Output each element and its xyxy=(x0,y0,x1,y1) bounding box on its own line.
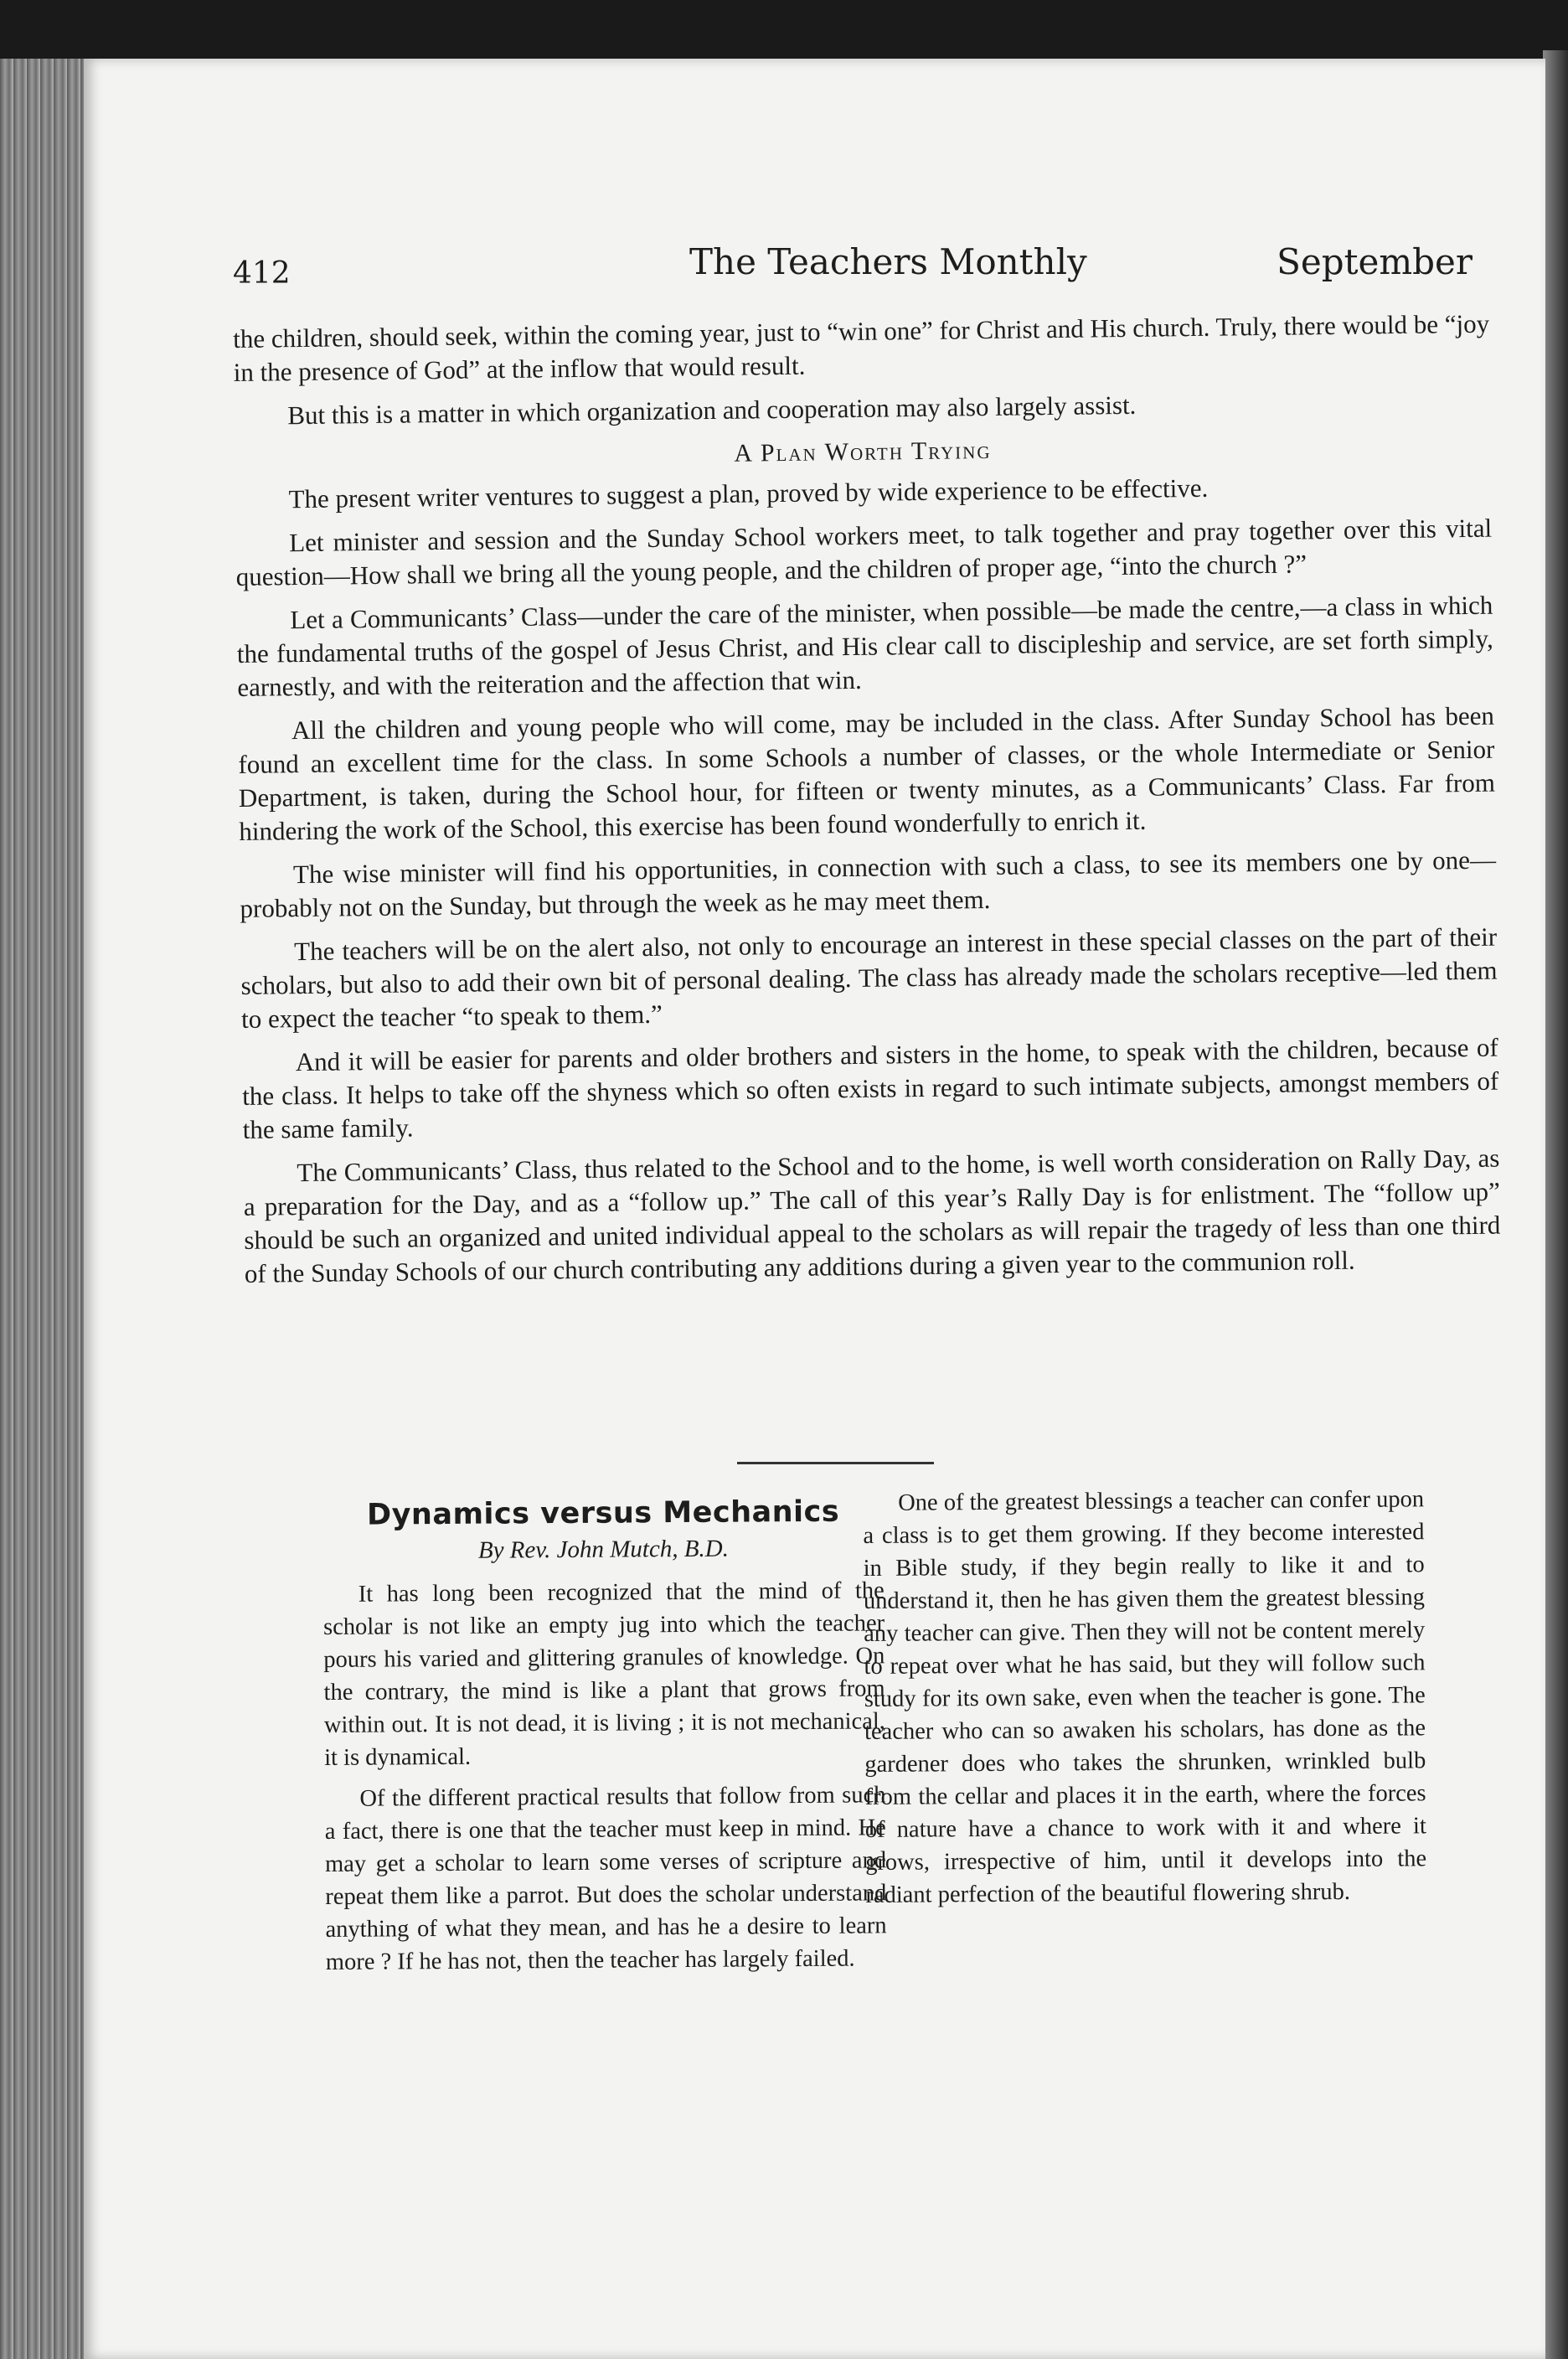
paragraph: It has long been recognized that the mind of the scholar is not like an empty jug into which the teacher pours his varied and glittering granules of knowledge. On the contrary, the mind is like a plant that grows from within out. It is not dead, it is living ; it is not mechanical, it is dynamical. xyxy=(322,1577,885,1771)
article-byline: By Rev. John Mutch, B.D. xyxy=(477,1535,730,1564)
section-divider xyxy=(737,1462,934,1464)
paragraph: The present writer ventures to suggest a plan, proved by wide experience to be effective. xyxy=(288,472,1209,514)
journal-title: The Teachers Monthly xyxy=(689,241,1087,282)
issue-month: September xyxy=(1277,241,1473,282)
page-number: 412 xyxy=(233,256,291,291)
paragraph: One of the greatest blessings a teacher can confer upon a class is to get them growing. If they become interested in Bible study, if they begin really to like it and to understand it, then he has given them the greatest blessing any teacher can give. Then they will not be content merely to repeat over what he has said, but they will follow such study for its own sake, even when the teacher is gone. The teacher who can so awaken his scholars, has done as the gardener does who takes the shrunken, wrinkled bulb from the cellar and places it in the earth, where the forces of nature have a chance to work with it and where it grows, irrespective of him, until it develops into the radiant perfection of the beautiful flowering shrub. xyxy=(863,1486,1427,1908)
book-page-edge-right xyxy=(1543,50,1568,2359)
section-heading: A Plan Worth Trying xyxy=(734,436,992,467)
article-column-right xyxy=(863,1483,1427,1920)
main-article-body xyxy=(233,307,1501,1301)
paragraph: Let a Communicants’ Class—under the care of the minister, when possible—be made the centre,—a class in which the fundamental truths of the gospel of Jesus Christ, and His clear call to discipleship and service, are set forth simply, earnestly, and with the reiteration and the affection that win. xyxy=(236,590,1493,702)
paragraph: The teachers will be on the alert also, not only to encourage an interest in these special classes on the part of their scholars, but also to add their own bit of personal dealing. The class has already made the scholars receptive—led them to expect the teacher “to speak to them.” xyxy=(240,921,1498,1034)
paragraph: The wise minister will find his opportunities, in connection with such a class, to see its members one by one—probably not on the Sunday, but through the week as he may meet them. xyxy=(240,844,1497,923)
paragraph: But this is a matter in which organization and cooperation may also largely assist. xyxy=(287,390,1137,431)
paragraph: And it will be easier for parents and older brothers and sisters in the home, to speak with the children, because of the class. It helps to take off the shyness which so often exists in regard to such intimate subjects, amongst members of the same family. xyxy=(242,1032,1499,1144)
page-header xyxy=(233,241,1473,308)
book-page-edges-left xyxy=(0,59,92,2359)
paragraph: Let minister and session and the Sunday School workers meet, to talk together and pray together over this vital question—How shall we bring all the young people, and the children of proper age, “into the church ?” xyxy=(235,513,1493,591)
paragraph: the children, should seek, within the coming year, just to “win one” for Christ and His church. Truly, there would be “joy in the presence of God” at the inflow that would result. xyxy=(233,308,1490,387)
article-title: Dynamics versus Mechanics xyxy=(366,1494,840,1532)
paragraph: Of the different practical results that follow from such a fact, there is one that the teacher must keep in mind. He may get a scholar to learn some verses of scripture and repeat them like a parrot. But does the scholar understand anything of what they mean, and has he a desire to learn more ? If he has not, then the teacher has largely failed. xyxy=(324,1782,887,1975)
paragraph: The Communicants’ Class, thus related to the School and to the home, is well worth consideration on Rally Day, as a preparation for the Day, and as a “follow up.” The call of this year’s Rally Day is for enlistment. The “follow up” should be such an organized and united individual appeal to the scholars as will repair the tragedy of less than one third of the Sunday Schools of our church contributing any additions during a given year to the communion roll. xyxy=(243,1143,1501,1288)
paragraph: All the children and young people who will come, may be included in the class. After Sunday School has been found an excellent time for the class. In some Schools a number of classes, or the whole Intermediate or Senior Department, is taken, during the School hour, for fifteen or twenty minutes, as a Communicants’ Class. Far from hindering the work of the School, this exercise has been found wonderfully to enrich it. xyxy=(238,700,1496,846)
article-column-left xyxy=(322,1495,887,1987)
